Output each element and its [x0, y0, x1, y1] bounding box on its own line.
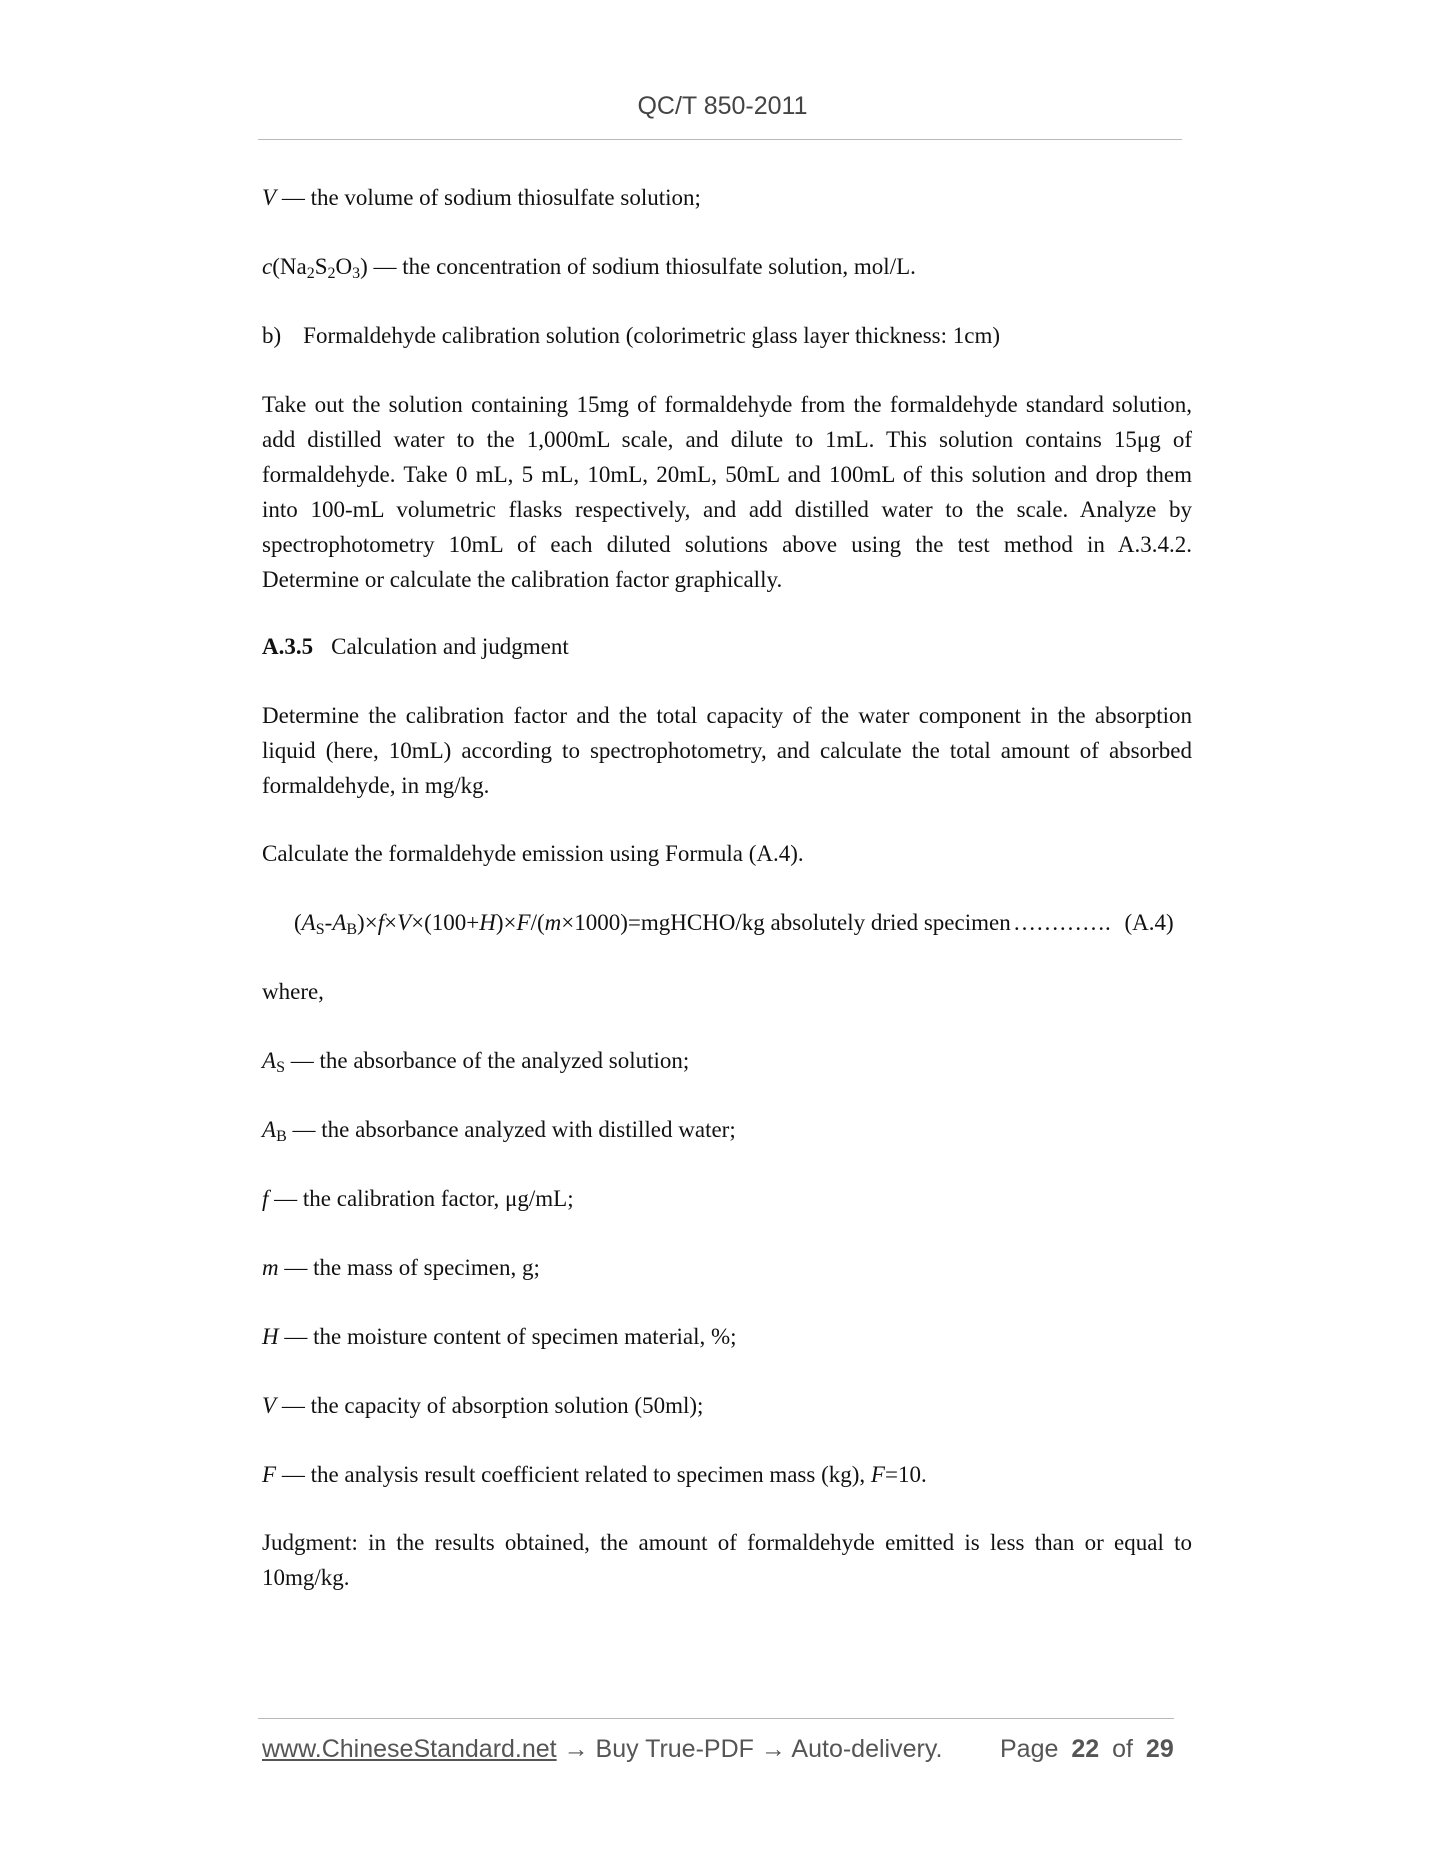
symbol: V — [262, 1393, 277, 1418]
arrow-right-icon: → — [556, 1735, 596, 1763]
symbol: c — [262, 254, 273, 279]
formula-symbol: H — [479, 910, 496, 935]
definition-text: — the concentration of sodium thiosulfate solution, mol/L. — [367, 254, 916, 279]
formula-part: )× — [357, 910, 378, 935]
definition-h — [262, 1322, 737, 1352]
formula-part: )× — [495, 910, 517, 935]
formula-symbol: m — [544, 910, 562, 935]
subscript: 2 — [327, 265, 336, 282]
paragraph-judgment: Judgment: in the results obtained, the amount of formaldehyde emitted is less than or equal to 10mg/kg. — [262, 1530, 1192, 1590]
page-indicator — [1000, 1735, 1174, 1764]
definition-as — [262, 1046, 689, 1083]
website-link[interactable]: www.ChineseStandard.net — [262, 1735, 557, 1763]
list-item-text: Formaldehyde calibration solution (colorimetric glass layer thickness: 1cm) — [303, 323, 1001, 348]
formula-part: ) — [360, 254, 368, 279]
definition-text: — the calibration factor, μg/mL; — [268, 1186, 574, 1211]
formula-dots: …………. — [1013, 910, 1111, 935]
paragraph-calculation: Determine the calibration factor and the total capacity of the water component in the absorption liquid (here, 10mL) according to spectrophotometry, and calculate the total amount of absorbed formaldehyde, in mg/kg. — [262, 703, 1192, 798]
page-label: Page — [1000, 1735, 1059, 1763]
page-total: 29 — [1145, 1735, 1174, 1763]
list-marker: b) — [262, 323, 282, 348]
formula-symbol: A — [332, 910, 347, 935]
subscript: 3 — [352, 265, 361, 282]
formula-part: ( — [294, 910, 302, 935]
symbol: H — [262, 1324, 279, 1349]
formula-a4 — [294, 908, 1011, 945]
formula-label: (A.4) — [1124, 910, 1174, 935]
page-current: 22 — [1071, 1735, 1100, 1763]
formula-part: /( — [530, 910, 545, 935]
footer-divider — [258, 1718, 1174, 1719]
definition-text: =10. — [884, 1462, 927, 1487]
paragraph-formula-intro: Calculate the formaldehyde emission using Formula (A.4). — [262, 841, 804, 866]
symbol: A — [262, 1117, 277, 1142]
formula-number — [1013, 908, 1174, 938]
section-title: Calculation and judgment — [331, 634, 569, 659]
subscript: B — [276, 1128, 287, 1145]
definition-text: — the analysis result coefficient related to specimen mass (kg), — [276, 1462, 871, 1487]
symbol: F — [870, 1462, 885, 1487]
definition-ab — [262, 1115, 736, 1152]
definition-v-volume — [262, 183, 701, 213]
header-divider — [258, 139, 1182, 140]
list-item-b — [262, 321, 1000, 351]
paragraph-calibration-solution: Take out the solution containing 15mg of formaldehyde from the formaldehyde standard solution, add distilled water to the 1,000mL scale, and dilute to 1mL. This solution contains 15μg of formaldehyde. Take 0 mL, 5 mL, 10mL, 20mL, 50mL and 100mL of this solution and drop them into 100-mL volumetric flasks respectively, and add distilled water to the scale. Analyze by spectrophotometry 10mL of each diluted solutions above using the test method in A.3.4.2. Determine or calculate the calibration factor graphically. — [262, 392, 1192, 592]
definition-text: — the capacity of absorption solution (50ml); — [276, 1393, 704, 1418]
formula-part: (Na — [272, 254, 307, 279]
definition-text: — the volume of sodium thiosulfate solution; — [276, 185, 701, 210]
definition-f — [262, 1184, 574, 1214]
formula-symbol: V — [397, 910, 412, 935]
formula-part: ×(100+ — [411, 910, 480, 935]
formula-part: × — [384, 910, 398, 935]
arrow-right-icon: → — [753, 1735, 792, 1763]
formula-part: S — [314, 254, 328, 279]
delivery-text: Auto-delivery. — [791, 1735, 943, 1763]
formula-symbol: f — [377, 910, 385, 935]
subscript: B — [346, 921, 358, 938]
page-of: of — [1112, 1735, 1133, 1763]
definition-F — [262, 1460, 927, 1490]
definition-m — [262, 1253, 540, 1283]
symbol: m — [262, 1255, 279, 1280]
definition-text: — the absorbance analyzed with distilled water; — [286, 1117, 736, 1142]
formula-symbol: F — [516, 910, 531, 935]
symbol: V — [262, 185, 277, 210]
subscript: S — [315, 921, 325, 938]
formula-part: ×1000)=mgHCHO/kg absolutely dried specimen — [561, 910, 1011, 935]
definition-text: — the absorbance of the analyzed solution; — [284, 1048, 690, 1073]
formula-part: - — [324, 910, 333, 935]
definition-text: — the mass of specimen, g; — [278, 1255, 540, 1280]
section-heading — [262, 632, 569, 662]
subscript: 2 — [306, 265, 315, 282]
where-label: where, — [262, 979, 324, 1004]
section-number: A.3.5 — [262, 634, 314, 659]
footer-promo — [262, 1735, 942, 1764]
document-code-header: QC/T 850-2011 — [637, 92, 808, 120]
symbol: A — [262, 1048, 277, 1073]
definition-c-concentration — [262, 252, 916, 289]
definition-v-capacity — [262, 1391, 703, 1421]
symbol: f — [262, 1186, 269, 1211]
buy-pdf-text: Buy True-PDF — [595, 1735, 754, 1763]
formula-part: O — [335, 254, 353, 279]
symbol: F — [262, 1462, 277, 1487]
formula-symbol: A — [301, 910, 316, 935]
subscript: S — [276, 1059, 285, 1076]
definition-text: — the moisture content of specimen material, %; — [278, 1324, 737, 1349]
